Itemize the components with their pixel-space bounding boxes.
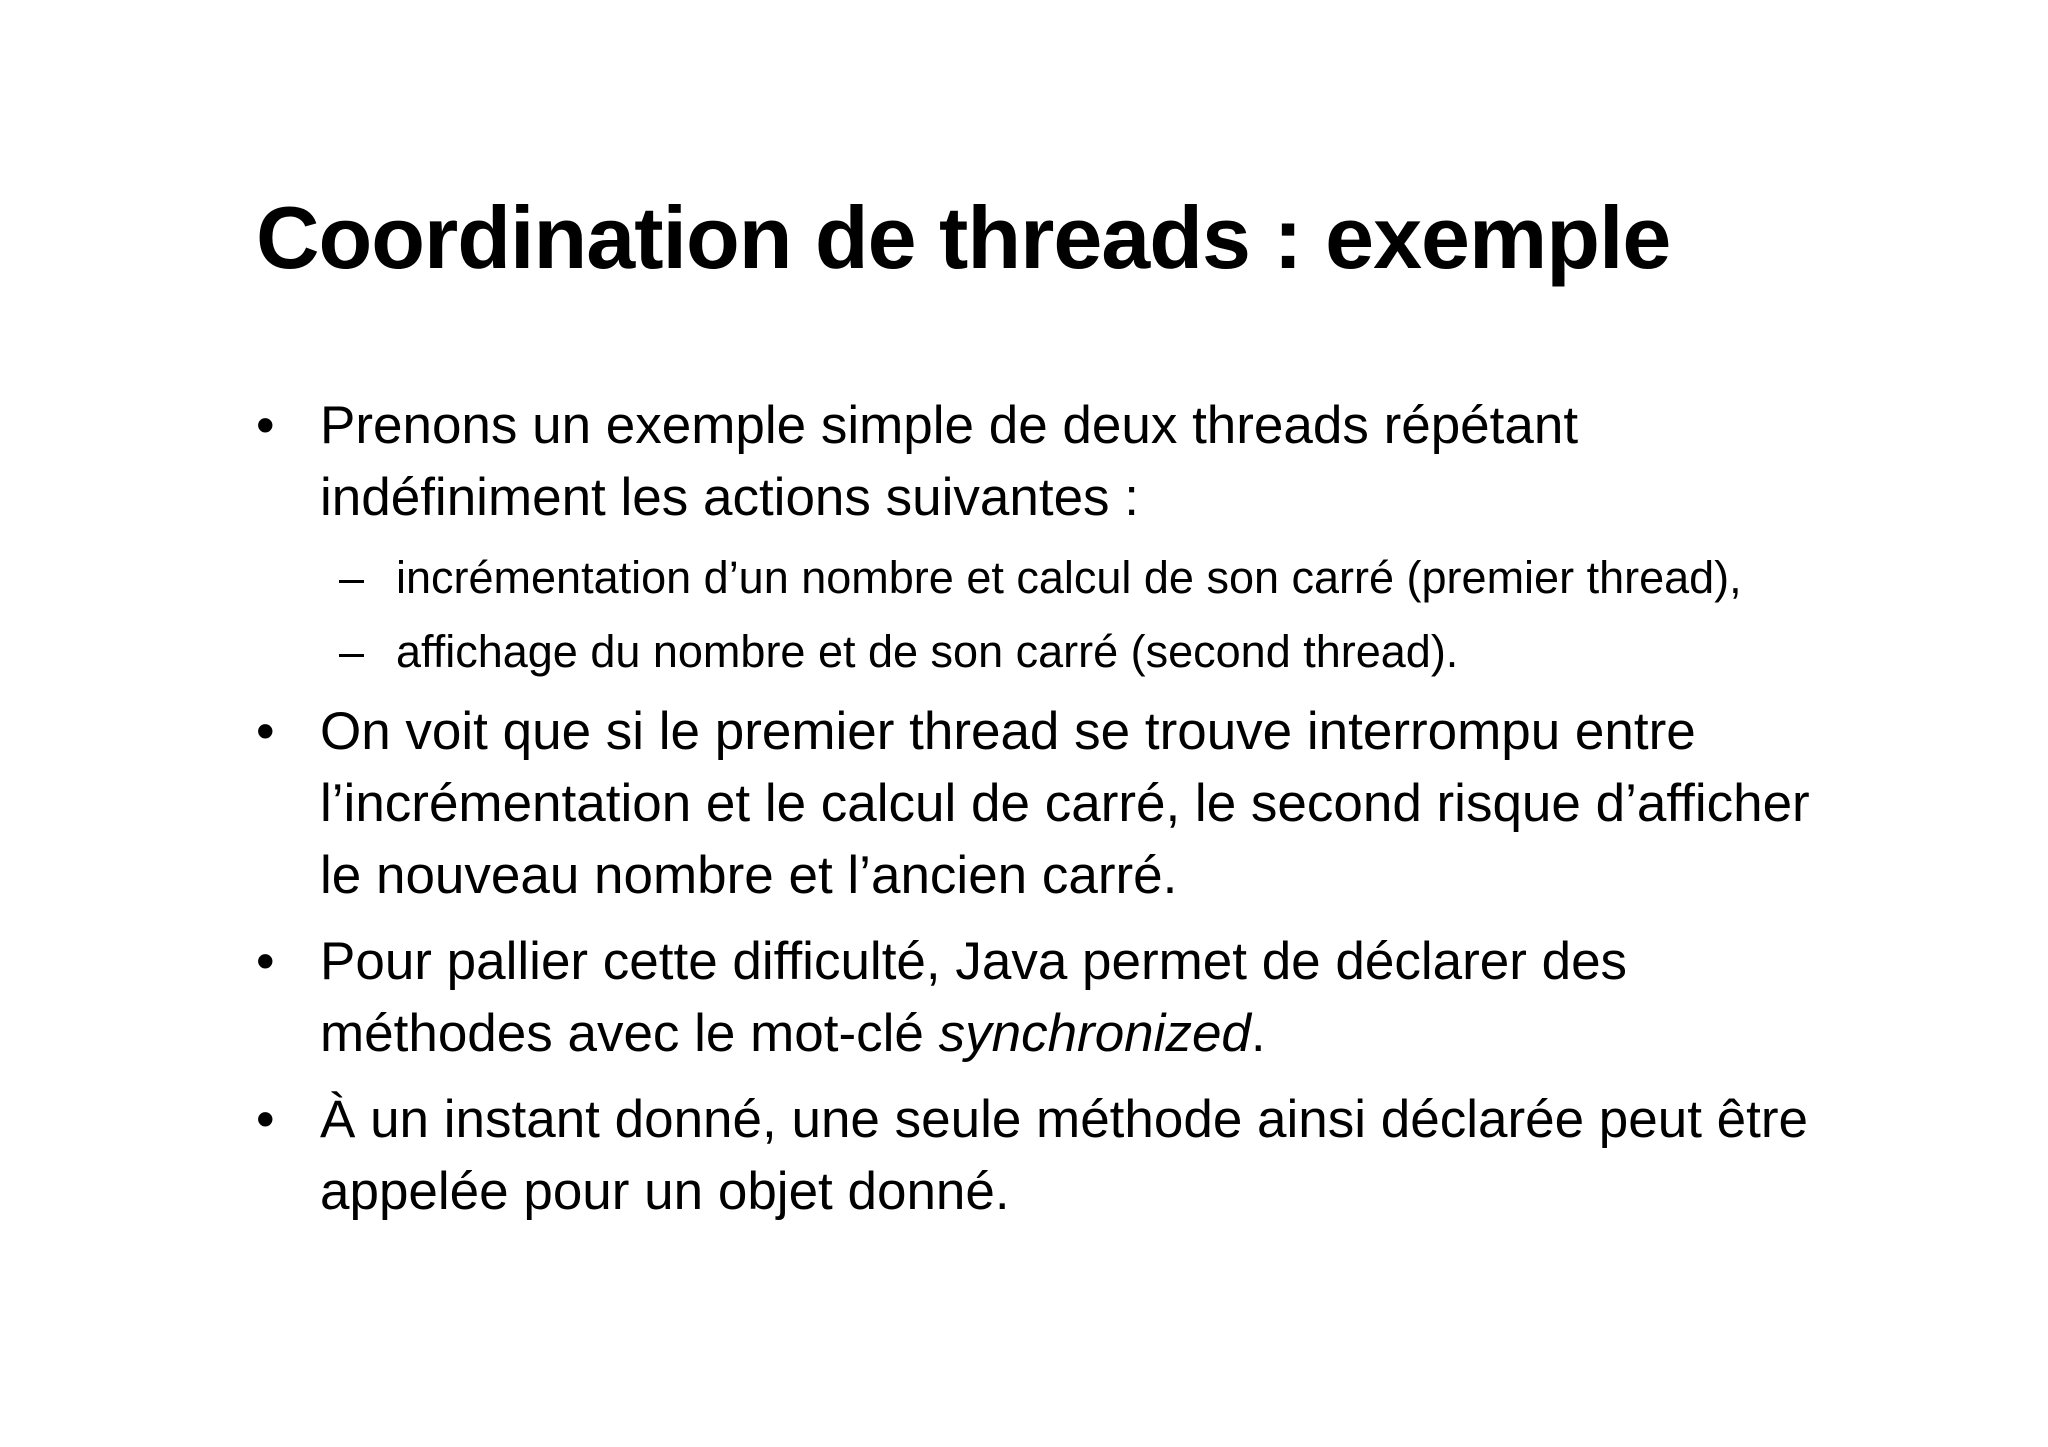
bullet-text-before: Pour pallier cette difficulté, Java permet de déclarer des méthodes avec le mot-clé — [320, 932, 1628, 1063]
bullet-item-4 — [256, 1084, 1856, 1228]
sub-bullet-list — [320, 548, 1856, 682]
bullet-text: Prenons un exemple simple de deux threads répétant indéfiniment les actions suivantes : — [320, 396, 1579, 527]
bullet-dot-icon: • — [256, 1090, 275, 1149]
sub-bullet-item-2 — [256, 622, 1856, 682]
slide-title: Coordination de threads : exemple — [256, 188, 1671, 287]
dash-icon: – — [339, 552, 365, 603]
bullet-text: On voit que si le premier thread se trouve interrompu entre l’incrémentation et le calcul de carré, le second risque d’afficher le nouveau nombre et l’ancien carré. — [320, 702, 1810, 905]
keyword-synchronized: synchronized — [938, 1004, 1251, 1063]
bullet-dot-icon: • — [256, 932, 275, 991]
sub-bullet-text: affichage du nombre et de son carré (second thread). — [396, 626, 1459, 677]
dash-icon: – — [339, 626, 365, 677]
bullet-dot-icon: • — [256, 396, 275, 455]
bullet-dot-icon: • — [256, 702, 275, 761]
bullet-item-1 — [256, 390, 1856, 682]
bullet-list — [256, 390, 1856, 1242]
bullet-item-3 — [256, 926, 1856, 1070]
bullet-item-2 — [256, 696, 1856, 912]
bullet-text: À un instant donné, une seule méthode ainsi déclarée peut être appelée pour un objet donné. — [320, 1090, 1808, 1221]
sub-bullet-text: incrémentation d’un nombre et calcul de son carré (premier thread), — [396, 552, 1742, 603]
bullet-text-after: . — [1250, 1004, 1266, 1063]
sub-bullet-item-1 — [256, 548, 1856, 608]
